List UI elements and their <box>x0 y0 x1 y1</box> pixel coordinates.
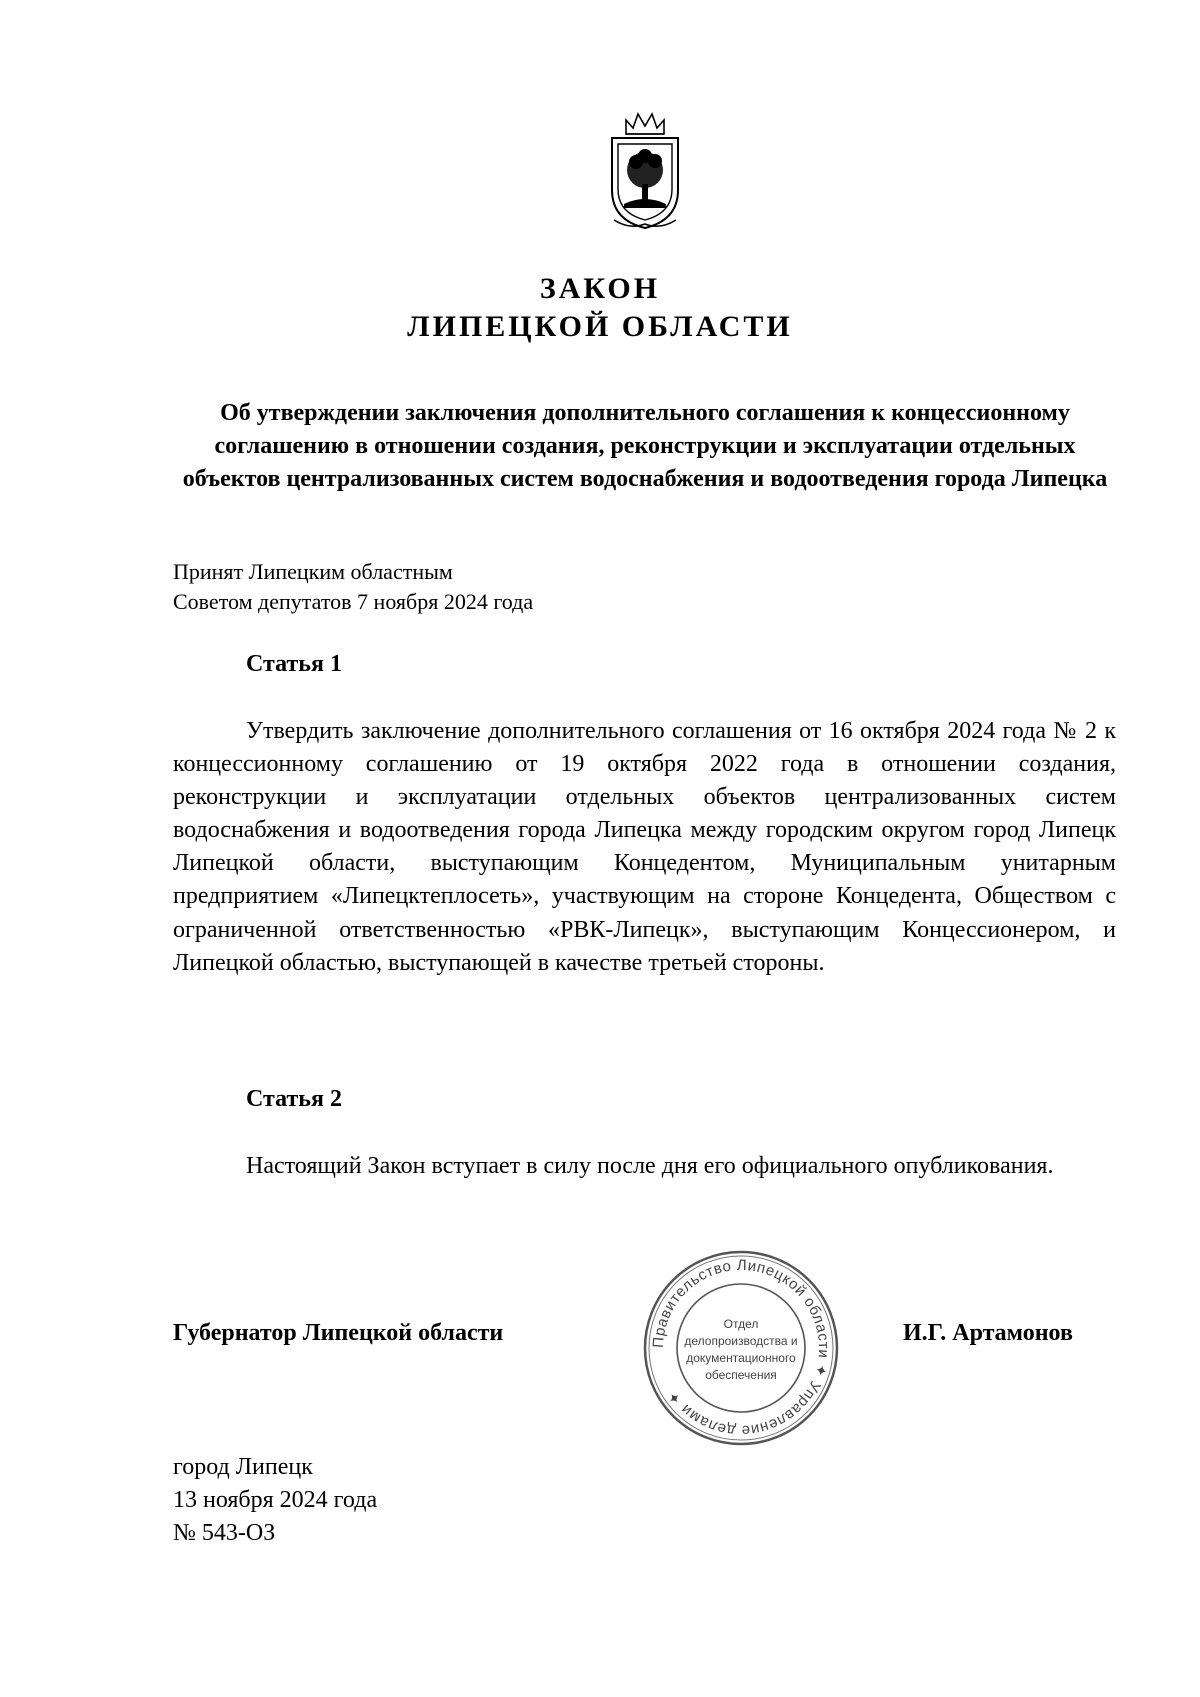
article-2-text: Настоящий Закон вступает в силу после дня его официального опубликования. <box>246 1153 1054 1179</box>
law-number: № 543-ОЗ <box>173 1520 276 1546</box>
law-region: ЛИПЕЦКОЙ ОБЛАСТИ <box>407 310 793 343</box>
adoption-line-1: Принят Липецким областным <box>173 559 453 584</box>
law-heading: Об утверждении заключения дополнительного соглашения к концессионному соглашению в отношении создания, реконструкции и эксплуатации отдельных объектов централизованных систем водоснабжения и водоотведения города Липецка <box>182 400 1108 492</box>
seal-inner-line-1: Отдел <box>723 1317 759 1331</box>
seal-inner-line-4: обеспечения <box>705 1368 777 1382</box>
article-1-title: Статья 1 <box>246 651 342 677</box>
article-2-title: Статья 2 <box>246 1086 342 1112</box>
article-1-text: Утвердить заключение дополнительного соглашения от 16 октября 2024 года № 2 к концессионному соглашению от 19 октября 2022 года в отношении создания, реконструкции и эксплуатации отдельных объектов централизованных систем водоснабжения и водоотведения города Липецка между городским округом город Липецк Липецкой области, выступающим Концедентом, Муниципальным унитарным предприятием «Липецктеплосеть», участвующим на стороне Концедента, Обществом с ограниченной ответственностью «РВК-Липецк», выступающим Концессионером, и Липецкой областью, выступающей в качестве третьей стороны. <box>173 718 1116 976</box>
adoption-line-2: Советом депутатов 7 ноября 2024 года <box>173 589 534 614</box>
seal-inner-line-3: документационного <box>686 1351 796 1365</box>
signatory-title: Губернатор Липецкой области <box>173 1320 504 1346</box>
adoption-note <box>173 557 533 617</box>
document-footer <box>173 1451 377 1550</box>
signing-date: 13 ноября 2024 года <box>173 1487 378 1513</box>
law-title: ЗАКОН <box>539 272 661 305</box>
coat-of-arms-icon <box>600 112 690 232</box>
seal-inner-line-2: делопроизводства и <box>684 1334 798 1348</box>
official-seal-icon <box>641 1248 841 1448</box>
seal-outer-text: Правительство Липецкой области ✦ Управление делами ✦ <box>649 1256 833 1440</box>
place: город Липецк <box>173 1454 313 1480</box>
signatory-name: И.Г. Артамонов <box>903 1320 1073 1346</box>
